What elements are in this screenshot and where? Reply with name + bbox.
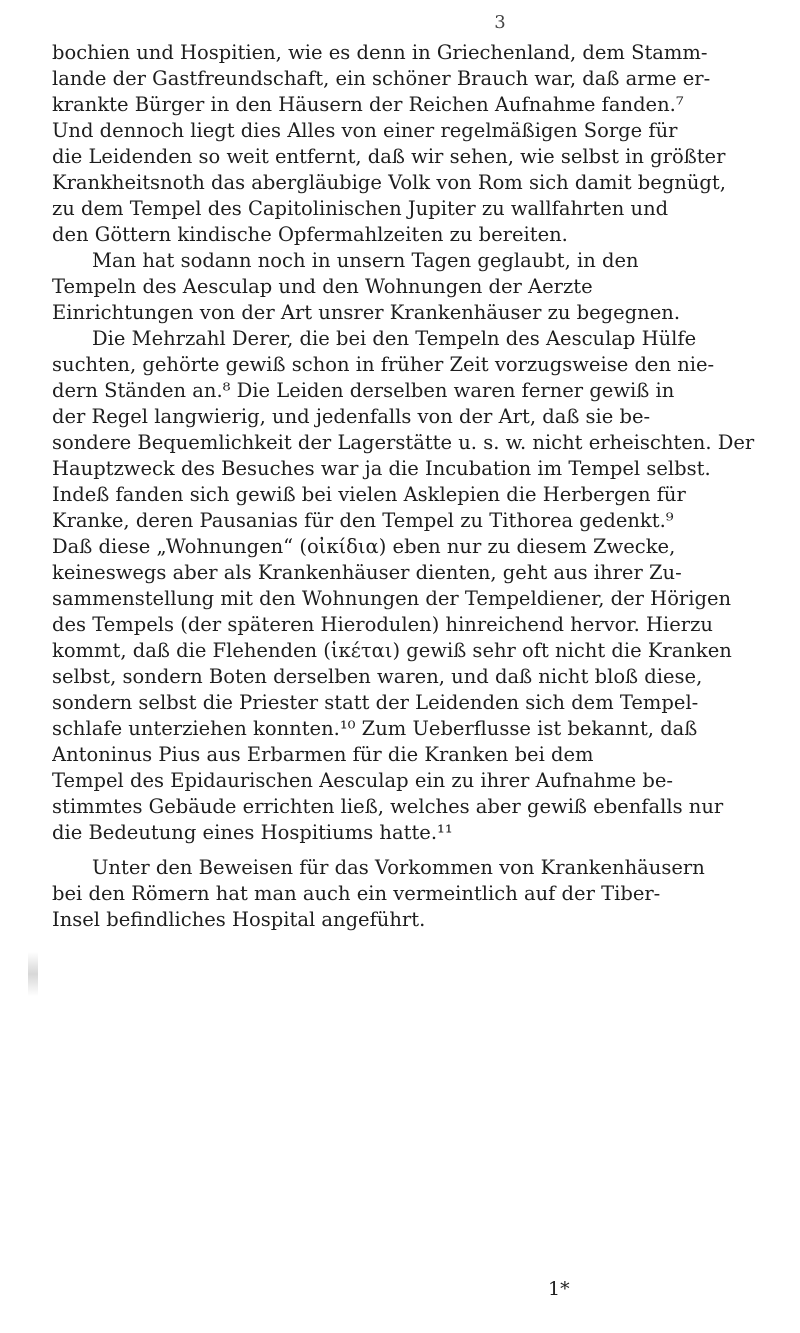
text-line: sondern selbst die Priester statt der Leidenden sich dem Tempel- xyxy=(52,691,699,714)
text-line: Und dennoch liegt dies Alles von einer regelmäßigen Sorge für xyxy=(52,119,678,142)
body-text xyxy=(52,40,774,933)
text-line: dern Ständen an.⁸ Die Leiden derselben waren ferner gewiß in xyxy=(52,379,675,402)
text-line: Die Mehrzahl Derer, die bei den Tempeln des Aesculap Hülfe xyxy=(92,327,697,350)
text-line: Antoninus Pius aus Erbarmen für die Kranken bei dem xyxy=(52,743,594,766)
text-line: sammenstellung mit den Wohnungen der Tempeldiener, der Hörigen xyxy=(52,587,732,610)
text-line: selbst, sondern Boten derselben waren, und daß nicht bloß diese, xyxy=(52,665,703,688)
text-line: Tempeln des Aesculap und den Wohnungen der Aerzte xyxy=(52,275,593,298)
text-line: kommt, daß die Flehenden (ἱκέται) gewiß sehr oft nicht die Kranken xyxy=(52,639,732,662)
text-line: die Leidenden so weit entfernt, daß wir sehen, wie selbst in größter xyxy=(52,145,726,168)
page-number: 3 xyxy=(494,12,506,33)
text-line: des Tempels (der späteren Hierodulen) hinreichend hervor. Hierzu xyxy=(52,613,713,636)
text-line: Krankheitsnoth das abergläubige Volk von Rom sich damit begnügt, xyxy=(52,171,726,194)
text-line: Indeß fanden sich gewiß bei vielen Asklepien die Herbergen für xyxy=(52,483,686,506)
text-line: stimmtes Gebäude errichten ließ, welches aber gewiß ebenfalls nur xyxy=(52,795,724,818)
text-line: suchten, gehörte gewiß schon in früher Zeit vorzugsweise den nie- xyxy=(52,353,715,376)
text-line: Man hat sodann noch in unsern Tagen geglaubt, in den xyxy=(92,249,639,272)
text-line: Einrichtungen von der Art unsrer Krankenhäuser zu begegnen. xyxy=(52,301,681,324)
fold-mark xyxy=(28,952,38,996)
text-line: Unter den Beweisen für das Vorkommen von Krankenhäusern xyxy=(92,856,705,879)
text-line: schlafe unterziehen konnten.¹⁰ Zum Ueberflusse ist bekannt, daß xyxy=(52,717,698,740)
text-line: der Regel langwierig, und jedenfalls von der Art, daß sie be- xyxy=(52,405,651,428)
text-line: sondere Bequemlichkeit der Lagerstätte u. s. w. nicht erheischten. Der xyxy=(52,431,755,454)
text-line: Hauptzweck des Besuches war ja die Incubation im Tempel selbst. xyxy=(52,457,711,480)
text-line: die Bedeutung eines Hospitiums hatte.¹¹ xyxy=(52,821,453,844)
text-line: Insel befindliches Hospital angeführt. xyxy=(52,908,426,931)
text-line: Daß diese „Wohnungen“ (οἰκίδια) eben nur zu diesem Zwecke, xyxy=(52,535,676,558)
text-line: zu dem Tempel des Capitolinischen Jupiter zu wallfahrten und xyxy=(52,197,669,220)
text-line: lande der Gastfreundschaft, ein schöner Brauch war, daß arme er- xyxy=(52,67,711,90)
text-line: krankte Bürger in den Häusern der Reichen Aufnahme fanden.⁷ xyxy=(52,93,684,116)
text-line: bochien und Hospitien, wie es denn in Griechenland, dem Stamm- xyxy=(52,41,708,64)
text-line: Kranke, deren Pausanias für den Tempel zu Tithorea gedenkt.⁹ xyxy=(52,509,674,532)
text-line: keineswegs aber als Krankenhäuser dienten, geht aus ihrer Zu- xyxy=(52,561,682,584)
text-line: den Göttern kindische Opfermahlzeiten zu bereiten. xyxy=(52,223,568,246)
text-line: Tempel des Epidaurischen Aesculap ein zu ihrer Aufnahme be- xyxy=(52,769,674,792)
text-line: bei den Römern hat man auch ein vermeintlich auf der Tiber- xyxy=(52,882,661,905)
signature-mark: 1* xyxy=(548,1278,570,1300)
